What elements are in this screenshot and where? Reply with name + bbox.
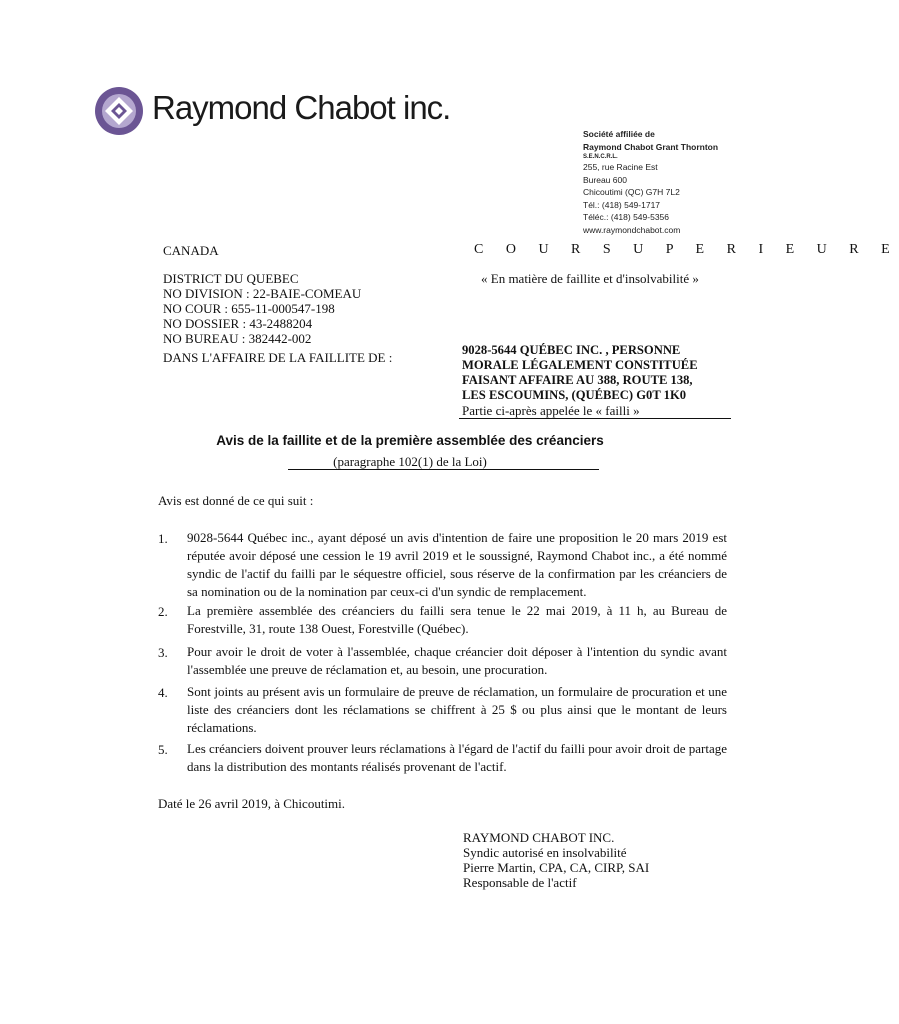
address-street: 255, rue Racine Est [583,162,658,172]
item-text: 9028-5644 Québec inc., ayant déposé un avis d'intention de faire une proposition le 20 mars 2019 est réputée avoir déposé une cession le 19 avril 2019 et le soussigné, Raymond Chabot inc., a été nommé syndic de l'actif du failli par le séquestre officiel, sous réserve de la confirmation par les créanciers de sa nomination ou de la nomination par ceux-ci d'un syndic de remplacement. [187,530,727,599]
party-underline [459,418,731,419]
party-line-2: MORALE LÉGALEMENT CONSTITUÉE [462,358,698,372]
affiliation-firm: Raymond Chabot Grant Thornton [583,141,719,152]
party-line-1: 9028-5644 QUÉBEC INC. , PERSONNE [462,343,681,357]
notice-subtitle: (paragraphe 102(1) de la Loi) [333,454,487,469]
affaire-label: DANS L'AFFAIRE DE LA FAILLITE DE : [163,350,393,365]
court-name: C O U R S U P E R I E U R E [474,242,899,257]
party-designation: Partie ci-après appelée le « failli » [462,403,640,418]
district: DISTRICT DU QUEBEC [163,271,299,286]
party-line-4: LES ESCOUMINS, (QUÉBEC) G0T 1K0 [462,388,687,402]
item-number: 1. [158,531,168,546]
item-number: 4. [158,685,168,700]
phone-number: Tél.: (418) 549-1717 [583,199,661,210]
website-link[interactable]: www.raymondchabot.com [583,224,681,235]
signature-title: Responsable de l'actif [463,875,577,890]
signature-role: Syndic autorisé en insolvabilité [463,845,627,860]
address-suite: Bureau 600 [583,174,627,185]
item-number: 5. [158,742,168,757]
signature-name: Pierre Martin, CPA, CA, CIRP, SAI [463,860,650,875]
legal-form: S.E.N.C.R.L. [583,154,618,160]
title-underline [288,469,599,470]
notice-title: Avis de la faillite et de la première assemblée des créanciers [216,433,604,448]
signature-block [463,830,649,890]
raymond-chabot-logo-icon [94,86,144,136]
item-text: Les créanciers doivent prouver leurs réclamations à l'égard de l'actif du failli pour avoir droit de partage dans la distribution des montants réalisés provenant de l'actif. [187,741,727,774]
bureau-number: NO BUREAU : 382442-002 [163,331,312,346]
matter: « En matière de faillite et d'insolvabilité » [481,271,699,286]
address-city: Chicoutimi (QC) G7H 7L2 [583,187,680,197]
bankrupt-party [462,343,698,403]
division-number: NO DIVISION : 22-BAIE-COMEAU [163,286,362,301]
logo-wordmark: Raymond Chabot inc. [152,89,451,126]
item-number: 3. [158,645,168,660]
affiliation-line: Société affiliée de [583,129,655,139]
notice-intro: Avis est donné de ce qui suit : [158,493,314,508]
firm-address-block [583,128,718,236]
item-text: Pour avoir le droit de voter à l'assemblée, chaque créancier doit déposer à l'intention du syndic avant l'assemblée une preuve de réclamation et, au besoin, une procuration. [187,644,727,677]
item-number: 2. [158,604,168,619]
item-text: Sont joints au présent avis un formulaire de preuve de réclamation, un formulaire de procuration et une liste des créanciers dont les réclamations se chiffrent à 25 $ ou plus ainsi que le montant de leurs réclamations. [187,684,727,735]
court-number: NO COUR : 655-11-000547-198 [163,301,335,316]
dossier-number: NO DOSSIER : 43-2488204 [163,316,313,331]
country: CANADA [163,243,219,258]
signature-firm: RAYMOND CHABOT INC. [463,830,615,845]
fax-number: Téléc.: (418) 549-5356 [583,212,669,222]
notice-date: Daté le 26 avril 2019, à Chicoutimi. [158,796,346,811]
party-line-3: FAISANT AFFAIRE AU 388, ROUTE 138, [462,373,693,387]
item-text: La première assemblée des créanciers du failli sera tenue le 22 mai 2019, à 11 h, au Bureau de Forestville, 31, route 138 Ouest, Forestville (Québec). [187,603,727,636]
